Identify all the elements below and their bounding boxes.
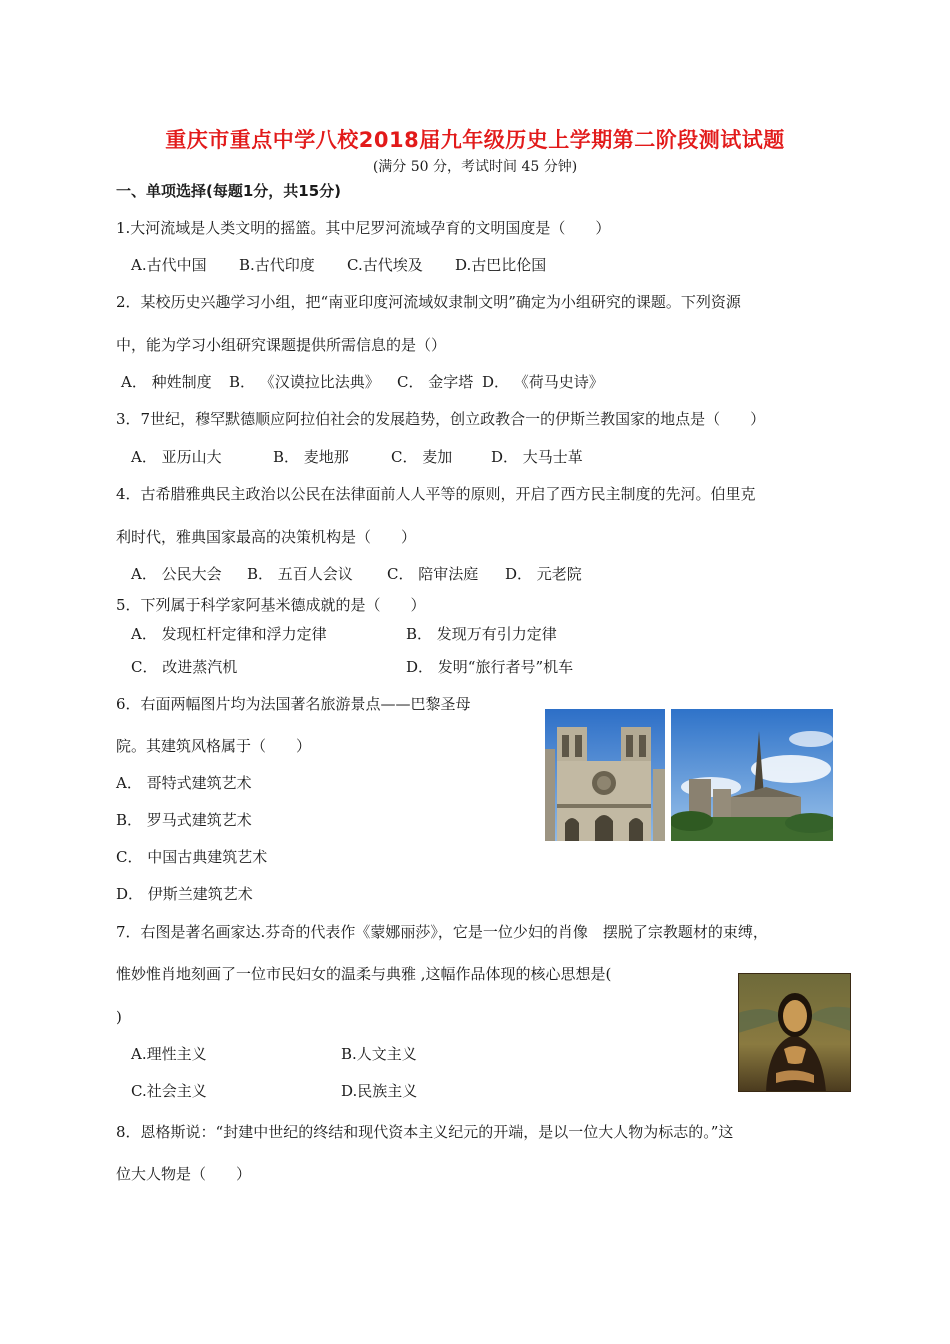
q7-line3: ) xyxy=(116,1008,122,1026)
q6-option-b: B． 罗马式建筑艺术 xyxy=(116,811,252,829)
q7-option-b: B.人文主义 xyxy=(341,1045,417,1063)
q7-line1: 7．右图是著名画家达.芬奇的代表作《蒙娜丽莎》，它是一位少妇的肖像 摆脱了宗教题材的束缚， xyxy=(116,923,768,941)
q1-stem: 1.大河流域是人类文明的摇篮。其中尼罗河流域孕育的文明国度是（ ） xyxy=(116,219,611,237)
q4-option-a: A． 公民大会 xyxy=(131,565,222,583)
q4-line2: 利时代，雅典国家最高的决策机构是（ ） xyxy=(116,528,417,546)
q2-line1: 2．某校历史兴趣学习小组，把“南亚印度河流域奴隶制文明”确定为小组研究的课题。下列资源 xyxy=(116,293,741,311)
q4-option-d: D． 元老院 xyxy=(505,565,582,583)
q3-option-c: C． 麦加 xyxy=(391,448,453,466)
q1-option-a: A.古代中国 xyxy=(131,256,207,274)
q3-option-a: A． 亚历山大 xyxy=(131,448,222,466)
q7-option-d: D.民族主义 xyxy=(341,1082,418,1100)
q1-option-b: B.古代印度 xyxy=(239,256,315,274)
q5-stem: 5．下列属于科学家阿基米德成就的是（ ） xyxy=(116,596,426,614)
q6-option-d: D． 伊斯兰建筑艺术 xyxy=(116,885,253,903)
q4-options xyxy=(131,563,582,585)
q4-option-b: B． 五百人会议 xyxy=(247,565,353,583)
q2-option-a: A． 种姓制度 xyxy=(121,373,212,391)
q2-options xyxy=(121,371,604,393)
q6-line2: 院。其建筑风格属于（ ） xyxy=(116,737,312,755)
q1-options xyxy=(131,254,546,276)
q2-option-c: C． 金字塔 xyxy=(397,373,474,391)
q3-option-d: D． 大马士革 xyxy=(491,448,583,466)
q1-option-d: D.古巴比伦国 xyxy=(455,256,547,274)
q2-option-b: B． 《汉谟拉比法典》 xyxy=(229,373,380,391)
notre-dame-side-image xyxy=(671,709,833,841)
q7-line2: 惟妙惟肖地刻画了一位市民妇女的温柔与典雅 ,这幅作品体现的核心思想是( xyxy=(116,965,612,983)
q8-line2: 位大人物是（ ） xyxy=(116,1165,252,1183)
page-title: 重庆市重点中学八校2018届九年级历史上学期第二阶段测试试题 xyxy=(165,128,785,152)
q8-line1: 8．恩格斯说：“封建中世纪的终结和现代资本主义纪元的开端，是以一位大人物为标志的。”这 xyxy=(116,1123,734,1141)
q7-option-a: A.理性主义 xyxy=(131,1045,207,1063)
page-subtitle: (满分 50 分，考试时间 45 分钟) xyxy=(372,159,578,175)
mona-lisa-image xyxy=(738,973,851,1092)
q2-option-d: D． 《荷马史诗》 xyxy=(482,373,604,391)
q5-option-b: B． 发现万有引力定律 xyxy=(406,625,557,643)
notre-dame-facade-illustration xyxy=(545,709,665,841)
q1-option-c: C.古代埃及 xyxy=(347,256,423,274)
q6-option-c: C． 中国古典建筑艺术 xyxy=(116,848,268,866)
q4-option-c: C． 陪审法庭 xyxy=(387,565,479,583)
q5-option-d: D． 发明“旅行者号”机车 xyxy=(406,658,574,676)
q2-line2: 中，能为学习小组研究课题提供所需信息的是（） xyxy=(116,336,447,354)
notre-dame-facade-image xyxy=(545,709,665,841)
q3-option-b: B． 麦地那 xyxy=(273,448,349,466)
q3-options xyxy=(131,446,583,468)
mona-lisa-illustration xyxy=(738,973,851,1092)
q7-option-c: C.社会主义 xyxy=(131,1082,207,1100)
notre-dame-side-illustration xyxy=(671,709,833,841)
q5-option-c: C． 改进蒸汽机 xyxy=(131,658,238,676)
q5-option-a: A． 发现杠杆定律和浮力定律 xyxy=(131,625,327,643)
section-heading: 一、单项选择(每题1分，共15分) xyxy=(116,182,342,200)
q4-line1: 4．古希腊雅典民主政治以公民在法律面前人人平等的原则，开启了西方民主制度的先河。伯里克 xyxy=(116,485,756,503)
q6-line1: 6．右面两幅图片均为法国著名旅游景点——巴黎圣母 xyxy=(116,695,471,713)
q6-option-a: A． 哥特式建筑艺术 xyxy=(116,774,252,792)
q3-stem: 3．7世纪，穆罕默德顺应阿拉伯社会的发展趋势，创立政教合一的伊斯兰教国家的地点是（ ） xyxy=(116,410,766,428)
